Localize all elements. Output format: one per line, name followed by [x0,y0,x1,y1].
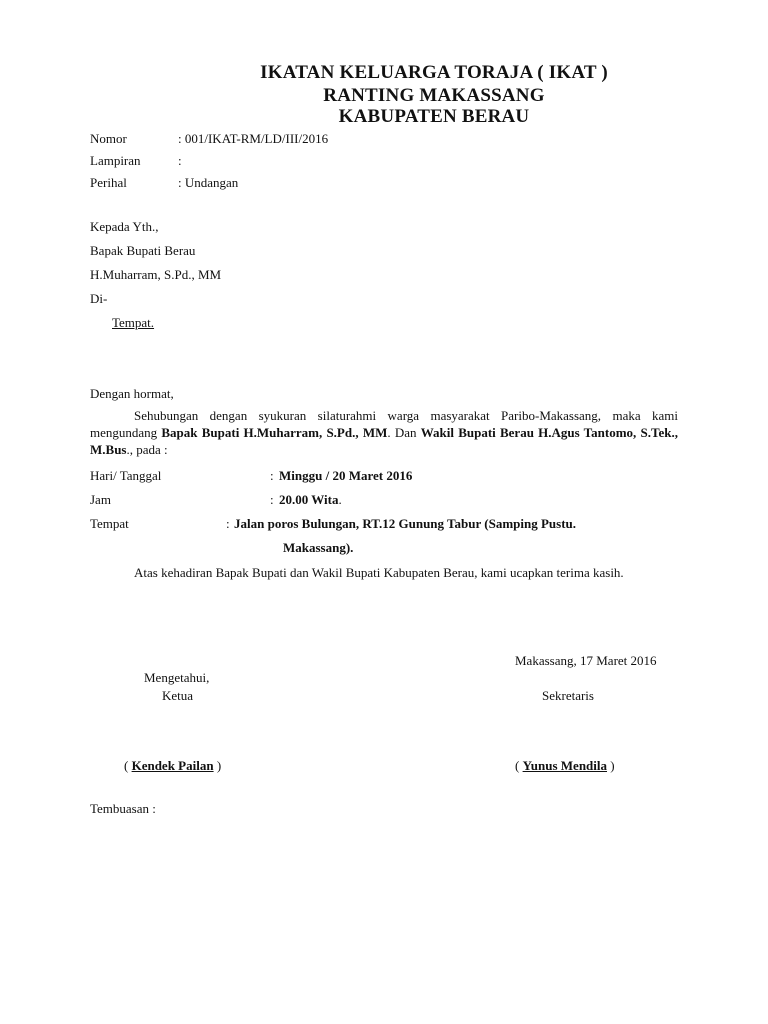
ketua-title: Ketua [162,688,194,703]
p1-text-2: . Dan [387,425,421,440]
p1-bupati: Bapak Bupati H.Muharram, S.Pd., MM [161,425,388,440]
ketua-close-paren: ) [213,758,222,773]
jam-label: Jam [90,492,111,507]
recipient-place: Tempat. [112,315,155,330]
p1-text-1: Sehubungan dengan syukuran silaturahmi warga masyarakat Paribo-Makassang, maka kami mengundang [90,408,678,440]
tempat-value-line1: Jalan poros Bulungan, RT.12 Gunung Tabur (Samping Pustu. [234,516,577,531]
sekretaris-close-paren: ) [607,758,615,773]
jam-colon: : [270,492,274,507]
mengetahui: Mengetahui, [144,670,210,685]
lampiran-value: : [178,153,182,168]
hari-value: Minggu / 20 Maret 2016 [279,468,413,483]
jam-value-wrap [279,492,342,508]
sekretaris-signature [515,758,615,774]
sekretaris-title: Sekretaris [542,688,594,703]
paragraph-thanks [90,564,678,581]
lampiran-label: Lampiran [90,153,141,168]
letterhead-region: KABUPATEN BERAU [338,106,530,127]
recipient-di: Di- [90,291,108,306]
nomor-value: : 001/IKAT-RM/LD/III/2016 [178,131,329,146]
letterhead-title: IKATAN KELUARGA TORAJA ( IKAT ) [260,62,608,83]
tempat-value-line2: Makassang). [283,540,354,555]
sekretaris-open-paren: ( [515,758,523,773]
greeting: Dengan hormat, [90,386,174,401]
recipient-name: H.Muharram, S.Pd., MM [90,267,222,282]
p1-text-3: ., pada : [126,442,168,457]
sekretaris-name: Yunus Mendila [522,758,608,773]
tempat-label: Tempat [90,516,129,531]
jam-suffix: . [338,492,342,507]
ketua-open-paren: ( [124,758,132,773]
ketua-signature [124,758,221,774]
letterhead-subtitle: RANTING MAKASSANG [323,85,545,106]
p2-text: Atas kehadiran Bapak Bupati dan Wakil Bupati Kabupaten Berau, kami ucapkan terima kasih. [134,565,624,580]
nomor-label: Nomor [90,131,127,146]
paragraph-invitation [90,407,678,458]
p1-wakil-bupati: Wakil Bupati Berau H.Agus Tantomo, S.Tek., M.Bus [90,425,678,457]
tempat-colon: : [226,516,230,531]
perihal-value: : Undangan [178,175,239,190]
tembusan-label: Tembuasan : [90,801,156,816]
recipient-greeting: Kepada Yth., [90,219,159,234]
ketua-name: Kendek Pailan [131,758,214,773]
hari-label: Hari/ Tanggal [90,468,162,483]
place-date: Makassang, 17 Maret 2016 [515,653,657,668]
perihal-label: Perihal [90,175,127,190]
recipient-title: Bapak Bupati Berau [90,243,196,258]
jam-value: 20.00 Wita [279,492,339,507]
hari-colon: : [270,468,274,483]
